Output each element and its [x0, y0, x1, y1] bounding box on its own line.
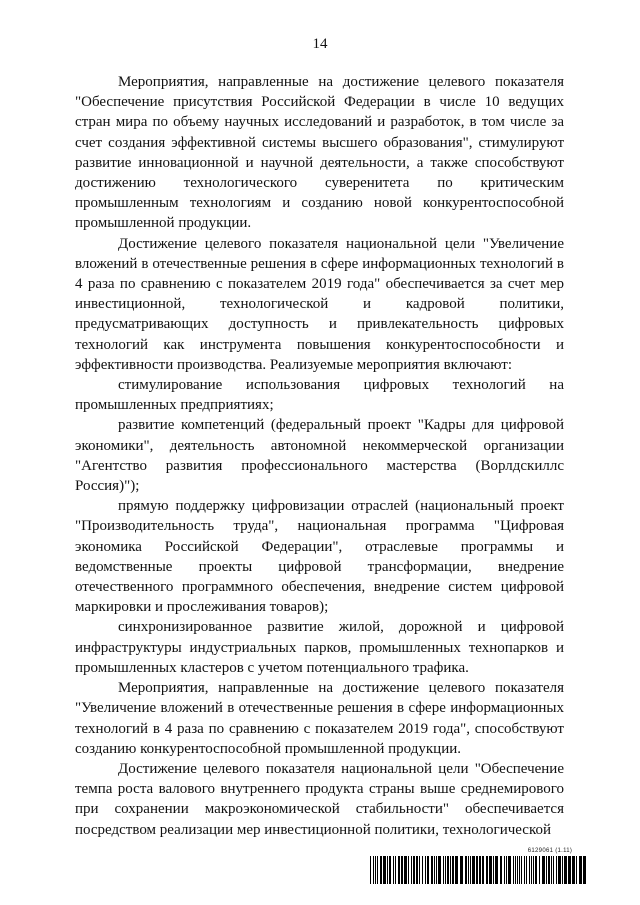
barcode-bar	[434, 856, 435, 884]
barcode-bar	[425, 856, 426, 884]
barcode-bar	[506, 856, 507, 884]
paragraph: синхронизированное развитие жилой, дорожной и цифровой инфраструктуры индустриальных парков, промышленных технопарков и промышленных кластеров с учетом потенциального трафика.	[75, 619, 564, 676]
barcode-bar	[579, 856, 582, 884]
barcode-bar	[508, 856, 511, 884]
barcode-bar	[398, 856, 400, 884]
barcode-bar	[419, 856, 420, 884]
barcode-bar	[408, 856, 409, 884]
barcode-bar	[535, 856, 537, 884]
barcode-bar	[395, 856, 396, 884]
document-body	[75, 72, 564, 840]
document-id: 6129061 (1.11)	[527, 848, 573, 854]
barcode-bar	[383, 856, 386, 884]
barcode-bar	[465, 856, 467, 884]
page-number: 14	[312, 36, 328, 52]
barcode-bar	[576, 856, 577, 884]
barcode-bar	[416, 856, 418, 884]
barcode-bar	[526, 856, 527, 884]
paragraph: прямую поддержку цифровизации отраслей (национальный проект "Производительность труда", национальная программа "Цифровая экономика Российской Федерации", отраслевые программы и ведомственные проекты цифровой трансформации, внедрение отечественного программного обеспечения, внедрение систем цифровой маркировки и прослеживания товаров);	[75, 498, 564, 616]
barcode-bar	[375, 856, 376, 884]
barcode-bar	[524, 856, 525, 884]
paragraph: стимулирование использования цифровых технологий на промышленных предприятиях;	[75, 377, 564, 414]
barcode-bar	[422, 856, 423, 884]
barcode-bar	[568, 856, 571, 884]
barcode-bar	[500, 856, 502, 884]
barcode-bar	[472, 856, 475, 884]
barcode-bar	[519, 856, 520, 884]
barcode-bar	[401, 856, 403, 884]
paragraph: Достижение целевого показателя национальной цели "Обеспечение темпа роста валового внутреннего продукта страны выше среднемирового при сохранении макроэкономической стабильности" обеспечивается посредством реализации мер инвестиционной политики, технологической	[75, 760, 564, 838]
barcode-bar	[517, 856, 518, 884]
barcode-bar	[562, 856, 563, 884]
barcode-image	[370, 856, 588, 884]
barcode-bar	[443, 856, 444, 884]
barcode-bar	[493, 856, 494, 884]
barcode-bar	[551, 856, 552, 884]
barcode-bar	[482, 856, 484, 884]
barcode-bar	[370, 856, 371, 884]
barcode-bar	[486, 856, 488, 884]
barcode-bar	[513, 856, 514, 884]
barcode-bar	[389, 856, 391, 884]
barcode-bar	[413, 856, 415, 884]
barcode-bar	[489, 856, 492, 884]
barcode-bar	[515, 856, 516, 884]
barcode-graphic	[370, 856, 588, 884]
barcode-bar	[373, 856, 374, 884]
barcode-bar	[504, 856, 505, 884]
barcode-bar	[476, 856, 478, 884]
barcode-bar	[411, 856, 412, 884]
barcode-bar	[533, 856, 534, 884]
barcode-bar	[431, 856, 433, 884]
barcode-bar	[455, 856, 458, 884]
barcode-bar	[447, 856, 449, 884]
barcode-bar	[377, 856, 378, 884]
barcode-bar	[556, 856, 557, 884]
paragraph: развитие компетенций (федеральный проект "Кадры для цифровой экономики", деятельность автономной некоммерческой организации "Агентство развития профессионального мастерства (Ворлдскиллс Россия)");	[75, 417, 564, 495]
barcode-bar	[572, 856, 575, 884]
barcode-bar	[542, 856, 545, 884]
paragraph: Мероприятия, направленные на достижение целевого показателя "Обеспечение присутствия Российской Федерации в числе 10 ведущих стран мира по объему научных исследований и разработок, в том числе за счет создания эффективной системы высшего образования", стимулируют развитие инновационной и научной деятельности, а также способствуют достижению технологического суверенитета по критическим промышленным технологиям и созданию новой конкурентоспособной промышленной продукции.	[75, 74, 564, 232]
barcode-bar	[393, 856, 394, 884]
barcode-bar	[445, 856, 446, 884]
barcode-bar	[583, 856, 586, 884]
barcode-bar	[553, 856, 554, 884]
barcode-bar	[564, 856, 567, 884]
barcode-bar	[436, 856, 437, 884]
barcode-bar	[479, 856, 481, 884]
barcode-bar	[438, 856, 441, 884]
barcode-bar	[558, 856, 561, 884]
barcode-bar	[495, 856, 498, 884]
barcode-bar	[470, 856, 471, 884]
barcode-bar	[531, 856, 532, 884]
barcode-bar	[548, 856, 550, 884]
paragraph: Мероприятия, направленные на достижение целевого показателя "Увеличение вложений в отечественные решения в сфере информационных технологий в 4 раза по сравнению с показателем 2019 года", способствуют созданию конкурентоспособной промышленной продукции.	[75, 680, 564, 757]
barcode-bar	[529, 856, 530, 884]
barcode-bar	[546, 856, 547, 884]
barcode-bar	[387, 856, 388, 884]
barcode-bar	[460, 856, 463, 884]
barcode-bar	[539, 856, 540, 884]
barcode-bar	[404, 856, 407, 884]
barcode-bar	[521, 856, 522, 884]
barcode-bar	[380, 856, 382, 884]
paragraph: Достижение целевого показателя национальной цели "Увеличение вложений в отечественные решения в сфере информационных технологий в 4 раза по сравнению с показателем 2019 года" обеспечивается за счет мер инвестиционной, технологической и кадровой политики, предусматривающих доступность и привлекательность цифровых технологий как инструмента повышения конкурентоспособности и эффективности производства. Реализуемые мероприятия включают:	[75, 235, 564, 373]
barcode-bar	[427, 856, 429, 884]
barcode-bar	[450, 856, 451, 884]
barcode-bar	[468, 856, 469, 884]
barcode-bar	[452, 856, 454, 884]
